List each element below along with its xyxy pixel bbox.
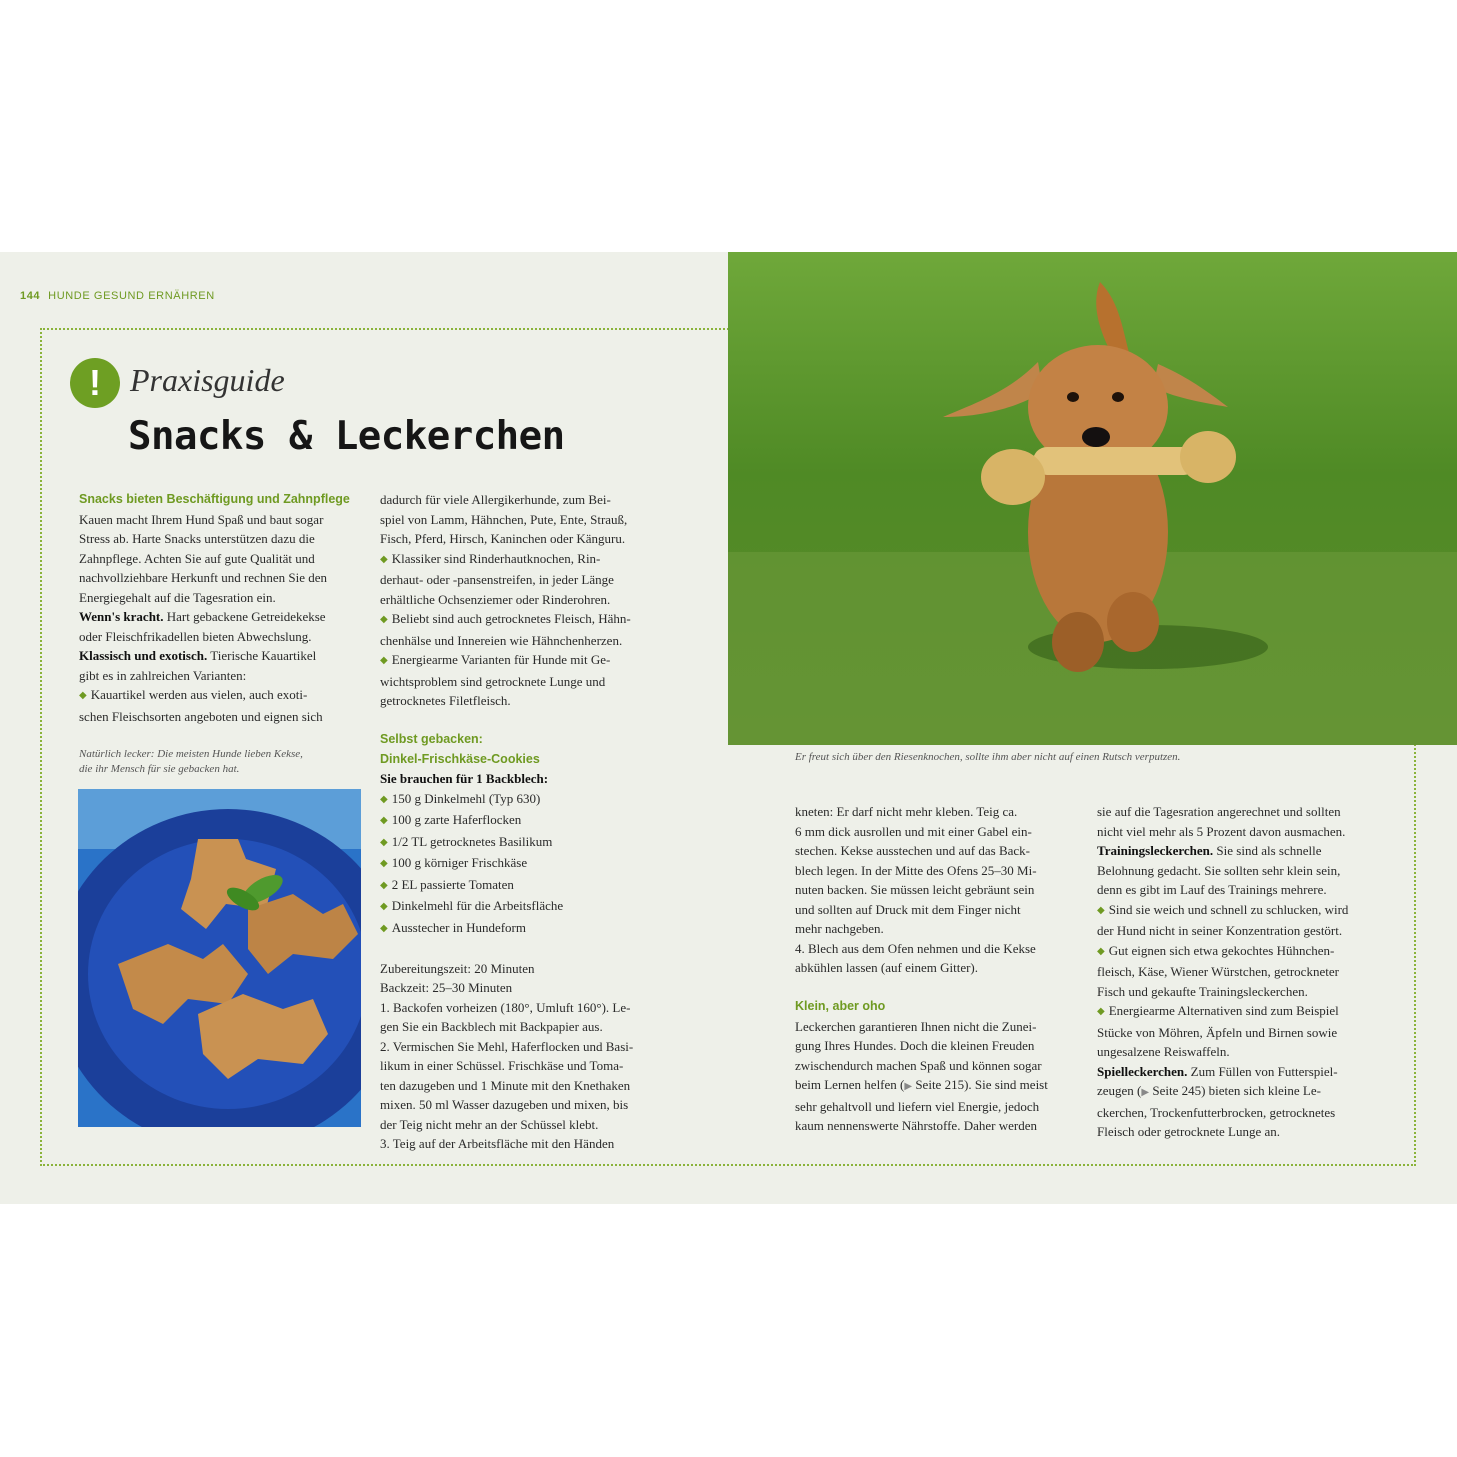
ingredient-item: ◆ 2 EL passierte Tomaten (380, 876, 514, 892)
page-ref-arrow-icon: ▶ (904, 1081, 913, 1092)
text-line: ckerchen, Trockenfutterbrocken, getrocknetes (1097, 1104, 1336, 1120)
text-line: wichtsproblem sind getrocknete Lunge und (380, 673, 606, 689)
text-line: Fleisch oder getrocknete Lunge an. (1097, 1124, 1281, 1139)
text-line: beim Lernen helfen (▶ Seite 215). Sie sind meist (795, 1077, 1048, 1092)
text-line: chenhälse und Innereien wie Hähnchenherzen. (380, 632, 623, 648)
bullet-icon: ◆ (1097, 945, 1105, 957)
section-kicker: Praxisguide (130, 362, 285, 398)
text-line: kneten: Er darf nicht mehr kleben. Teig ca. (795, 804, 1018, 819)
text-line: 4. Blech aus dem Ofen nehmen und die Kekse (795, 940, 1036, 956)
page-number: 144 (20, 290, 41, 302)
bullet-icon: ◆ (380, 879, 388, 891)
text-line: Backzeit: 25–30 Minuten (380, 980, 513, 995)
ingredients-heading: Sie brauchen für 1 Backblech: (380, 771, 549, 786)
bullet-item: ◆ Beliebt sind auch getrocknetes Fleisch, Hähn- (380, 611, 631, 626)
run-in-head: Spielleckerchen. (1097, 1063, 1188, 1079)
ingredient-item: ◆ 100 g körniger Frischkäse (380, 855, 528, 870)
bullet-item: ◆ Klassiker sind Rinderhautknochen, Rin- (380, 550, 601, 566)
text-line: nicht viel mehr als 5 Prozent davon ausmachen. (1097, 823, 1346, 839)
text-line: sehr gehaltvoll und liefern viel Energie, jedoch (795, 1098, 1040, 1114)
text-line: 2. Vermischen Sie Mehl, Haferflocken und Basi- (380, 1038, 634, 1054)
bullet-icon: ◆ (380, 901, 388, 912)
text-line: mixen. 50 ml Wasser dazugeben und mixen, bis (380, 1097, 629, 1112)
text-line: Energiegehalt auf die Tagesration ein. (79, 589, 276, 605)
text-line: stechen. Kekse ausstechen und auf das Back- (795, 843, 1030, 858)
text-line: Fisch, Pferd, Hirsch, Kaninchen oder Känguru. (380, 531, 626, 546)
run-in-head: Klassisch und exotisch. (79, 648, 208, 663)
text-line: und sollten auf Druck mit dem Finger nicht (795, 901, 1021, 917)
bullet-icon: ◆ (380, 922, 388, 934)
dog-photo-caption: Er freut sich über den Riesenknochen, sollte ihm aber nicht auf einen Rutsch verputzen. (795, 751, 1181, 763)
text-line: Fisch und gekaufte Trainingsleckerchen. (1097, 983, 1308, 999)
text-column-3 (795, 802, 1048, 1136)
page-ref-arrow-icon: ▶ (1141, 1087, 1150, 1098)
text-column-1 (79, 490, 350, 726)
text-line: schen Fleischsorten angeboten und eignen sich (79, 708, 323, 724)
text-line: 6 mm dick ausrollen und mit einer Gabel ein- (795, 823, 1032, 839)
cookies-photo (78, 789, 361, 1127)
subheading: Dinkel-Frischkäse-Cookies (380, 751, 540, 766)
text-line: 3. Teig auf der Arbeitsfläche mit den Händen (380, 1136, 615, 1151)
bullet-item: ◆ Kauartikel werden aus vielen, auch exoti- (79, 687, 308, 702)
text-line: gen Sie ein Backblech mit Backpapier aus. (380, 1019, 603, 1034)
bullet-item: ◆ Energiearme Alternativen sind zum Beispiel (1097, 1003, 1339, 1018)
bullet-icon: ◆ (380, 858, 388, 869)
ingredient-item: ◆ Ausstecher in Hundeform (380, 919, 527, 935)
text-line: Belohnung gedacht. Sie sollten sehr klein sein, (1097, 862, 1341, 878)
cookies-photo-caption: Natürlich lecker: Die meisten Hunde lieben Kekse, die ihr Mensch für sie gebacken hat. (79, 748, 303, 775)
text-line: Zubereitungszeit: 20 Minuten (380, 960, 535, 976)
bullet-icon: ◆ (380, 815, 388, 826)
subheading: Snacks bieten Beschäftigung und Zahnpflege (79, 492, 350, 506)
running-head (20, 290, 215, 302)
text-line: mehr nachgeben. (795, 921, 884, 936)
text-line: blech legen. In der Mitte des Ofens 25–30 Mi- (795, 862, 1037, 878)
bullet-icon: ◆ (380, 793, 388, 805)
chapter-title: HUNDE GESUND ERNÄHREN (48, 290, 215, 302)
bullet-icon: ◆ (380, 553, 388, 565)
text-line: Wenn's kracht. Hart gebackene Getreidekekse (79, 609, 326, 624)
run-in-head: Trainingsleckerchen. (1097, 843, 1214, 858)
text-line: Trainingsleckerchen. Sie sind als schnelle (1097, 843, 1322, 858)
text-line: Zahnpflege. Achten Sie auf gute Qualität und (79, 550, 315, 566)
ingredient-item: ◆ 1/2 TL getrocknetes Basilikum (380, 833, 553, 849)
dog-photo (728, 252, 1457, 745)
text-line: der Hund nicht in seiner Konzentration gestört. (1097, 923, 1343, 938)
bullet-item: ◆ Sind sie weich und schnell zu schlucken, wird (1097, 901, 1349, 917)
text-line: Stress ab. Harte Snacks unterstützen dazu die (79, 531, 315, 546)
subheading: Klein, aber oho (795, 999, 886, 1013)
ingredient-item: ◆ Dinkelmehl für die Arbeitsfläche (380, 898, 564, 913)
text-line: 1. Backofen vorheizen (180°, Umluft 160°). Le- (380, 999, 631, 1015)
text-line: spiel von Lamm, Hähnchen, Pute, Ente, Strauß, (380, 511, 628, 527)
text-line: derhaut- oder -pansenstreifen, in jeder Länge (380, 572, 614, 587)
text-line: Klassisch und exotisch. Tierische Kauartikel (79, 648, 317, 663)
text-line: sie auf die Tagesration angerechnet und sollten (1097, 804, 1341, 819)
text-line: ten dazugeben und 1 Minute mit den Knethaken (380, 1077, 631, 1093)
dog-illustration (728, 252, 1457, 745)
text-line: zwischendurch machen Spaß und können sogar (795, 1057, 1042, 1073)
bullet-icon: ◆ (380, 614, 388, 625)
text-line: ungesalzene Reiswaffeln. (1097, 1044, 1230, 1059)
subheading: Selbst gebacken: (380, 732, 483, 746)
bullet-icon: ◆ (380, 655, 388, 666)
text-line: der Teig nicht mehr an der Schüssel klebt. (380, 1116, 599, 1132)
run-in-head: Wenn's kracht. (79, 609, 164, 624)
text-line: gung Ihres Hundes. Doch die kleinen Freuden (795, 1038, 1035, 1053)
bullet-icon: ◆ (79, 690, 87, 701)
text-line: Stücke von Möhren, Äpfeln und Birnen sowie (1097, 1024, 1338, 1040)
text-line: erhältliche Ochsenziemer oder Rinderohren. (380, 591, 611, 607)
text-line: nuten backen. Sie müssen leicht gebräunt sein (795, 882, 1035, 897)
ingredient-item: ◆ 100 g zarte Haferflocken (380, 812, 522, 827)
text-line: Leckerchen garantieren Ihnen nicht die Zunei- (795, 1018, 1037, 1034)
cookies-illustration (78, 789, 361, 1127)
ingredient-item: ◆ 150 g Dinkelmehl (Typ 630) (380, 790, 541, 806)
text-line: Kauen macht Ihrem Hund Spaß und baut sogar (79, 511, 324, 527)
bullet-item: ◆ Gut eignen sich etwa gekochtes Hühnchen- (1097, 942, 1335, 958)
text-line: fleisch, Käse, Wiener Würstchen, getrockneter (1097, 964, 1339, 979)
bullet-icon: ◆ (1097, 904, 1105, 916)
text-line: Spielleckerchen. Zum Füllen von Futterspiel- (1097, 1063, 1338, 1079)
exclamation-icon: ! (70, 358, 120, 408)
text-line: gibt es in zahlreichen Varianten: (79, 667, 247, 683)
text-line: abkühlen lassen (auf einem Gitter). (795, 960, 979, 975)
bullet-icon: ◆ (380, 836, 388, 848)
text-line: kaum nennenswerte Nährstoffe. Daher werden (795, 1118, 1037, 1133)
text-line: oder Fleischfrikadellen bieten Abwechslung. (79, 628, 312, 644)
bullet-icon: ◆ (1097, 1006, 1105, 1017)
text-line: zeugen (▶ Seite 245) bieten sich kleine Le- (1097, 1083, 1321, 1098)
text-column-2 (380, 490, 633, 1154)
text-line: nachvollziehbare Herkunft und rechnen Sie den (79, 570, 327, 585)
text-line: denn es gibt im Lauf des Trainings mehrere. (1097, 882, 1327, 897)
text-line: getrocknetes Filetfleisch. (380, 693, 511, 708)
page-title: Snacks & Leckerchen (128, 414, 565, 459)
bullet-item: ◆ Energiearme Varianten für Hunde mit Ge- (380, 652, 611, 667)
text-column-4 (1097, 802, 1348, 1142)
text-line: likum in einer Schüssel. Frischkäse und Toma- (380, 1058, 624, 1073)
text-line: dadurch für viele Allergikerhunde, zum Bei- (380, 492, 611, 507)
